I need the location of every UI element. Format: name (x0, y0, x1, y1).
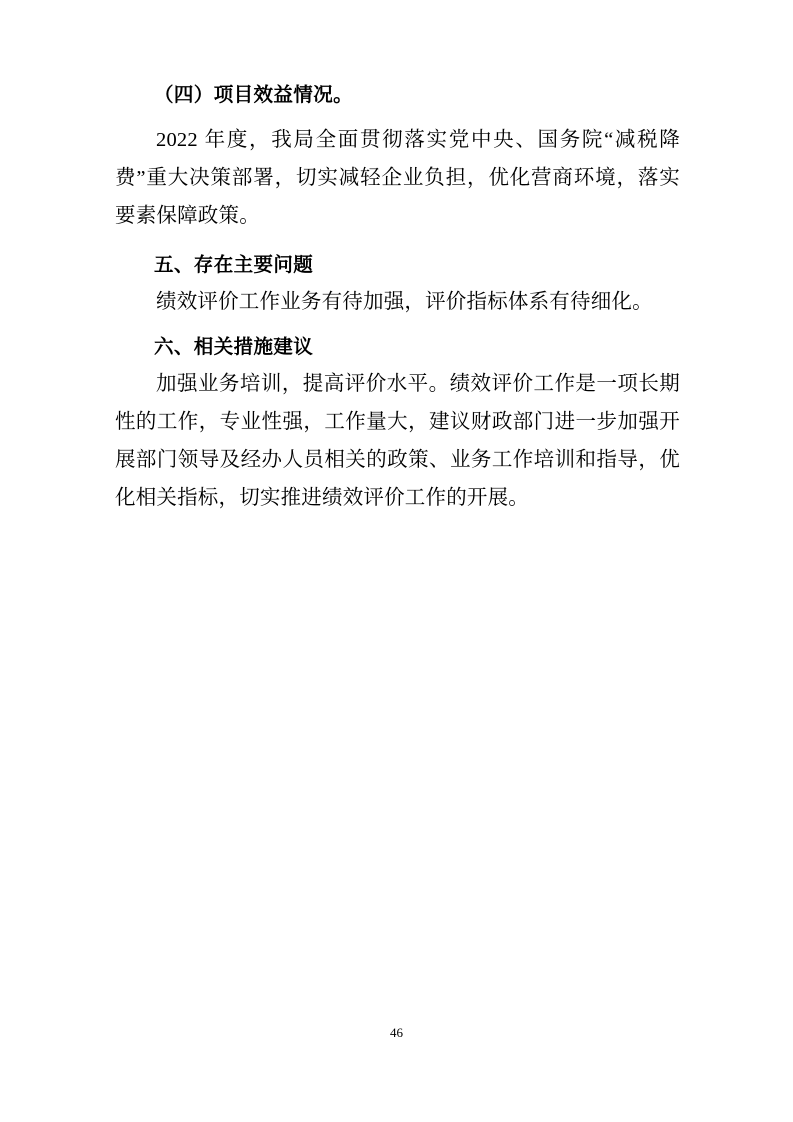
paragraph-suggestions: 加强业务培训，提高评价水平。绩效评价工作是一项长期性的工作，专业性强，工作量大，建议财政部门进一步加强开展部门领导及经办人员相关的政策、业务工作培训和指导，优化相关指标，切实推进绩效评价工作的开展。 (115, 373, 680, 510)
section-heading-suggestions: 六、相关措施建议 (154, 335, 314, 359)
paragraph-project-benefit: 2022 年度，我局全面贯彻落实党中央、国务院“减税降费”重大决策部署，切实减轻企业负担，优化营商环境，落实要素保障政策。 (115, 129, 680, 228)
page-number: 46 (390, 1025, 403, 1040)
document-body (115, 80, 680, 528)
paragraph-main-problems: 绩效评价工作业务有待加强，评价指标体系有待细化。 (156, 291, 653, 314)
section-heading-main-problems: 五、存在主要问题 (154, 252, 314, 276)
section-heading-project-benefit: （四）项目效益情况。 (154, 83, 354, 106)
